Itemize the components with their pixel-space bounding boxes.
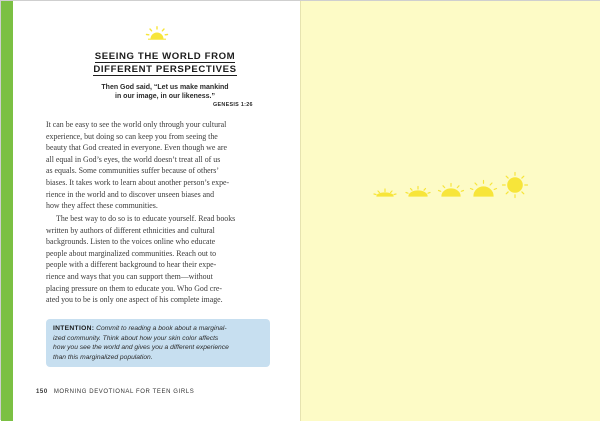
page-footer: [36, 389, 194, 395]
page-title-line-1: SEEING THE WORLD FROM: [21, 50, 309, 64]
body-line: written by authors of different ethnicities and cultural: [46, 225, 300, 237]
body-line: biases. It takes work to learn about another person’s expe-: [46, 177, 300, 189]
sun-icon: [439, 184, 464, 197]
sun-icon: [503, 173, 528, 198]
body-line: ated you to be is only one aspect of his complete image.: [46, 294, 300, 306]
sun-icon: [471, 181, 497, 197]
spine-accent-bar: [1, 1, 13, 421]
body-paragraph-2: [46, 213, 300, 306]
right-page: [301, 1, 600, 421]
scripture-line-2: in our image, in our likeness.”: [21, 92, 309, 102]
body-line: It can be easy to see the world only through your cultural: [46, 119, 300, 131]
body-line: backgrounds. Listen to the voices online who educate: [46, 236, 300, 248]
page-number: 150: [36, 389, 48, 395]
intention-callout: [46, 319, 270, 367]
page-title-line-2: DIFFERENT PERSPECTIVES: [21, 63, 309, 77]
body-line: people with a different background to hear their expe-: [46, 259, 300, 271]
intention-line-1: INTENTION: Commit to reading a book about a marginal-: [53, 324, 263, 334]
body-line: rience and ways that you can support them—without: [46, 271, 300, 283]
intention-label: INTENTION:: [53, 325, 94, 332]
body-line: as equals. Some communities suffer because of others’: [46, 165, 300, 177]
body-line: experience, but doing so can keep you from seeing the: [46, 131, 300, 143]
intention-line-4: than this marginalized population.: [53, 353, 263, 363]
scripture-line-1: Then God said, “Let us make mankind: [21, 83, 309, 93]
running-footer: MORNING DEVOTIONAL FOR TEEN GIRLS: [54, 389, 194, 395]
body-line: beauty that God created in everyone. Even though we are: [46, 142, 300, 154]
body-line: placing pressure on them to educate you. Who God cre-: [46, 283, 300, 295]
sun-icon: [374, 189, 396, 196]
body-line: people about marginalized communities. Reach out to: [46, 248, 300, 260]
body-line: rience in the world and to discover unseen biases and: [46, 189, 300, 201]
intention-line-2: ized community. Think about how your skin color affects: [53, 334, 263, 344]
body-line: how they affect these communities.: [46, 200, 300, 212]
sun-icon: [145, 26, 169, 40]
scripture-reference: GENESIS 1:26: [213, 102, 253, 108]
body-paragraph-1: [46, 119, 300, 212]
sun-icon: [406, 187, 430, 197]
intention-line-3: how you see the world and gives you a different experience: [53, 343, 263, 353]
body-line: all equal in God’s eyes, the world doesn’t treat all of us: [46, 154, 300, 166]
sunrise-sequence-icon: [373, 169, 533, 199]
body-line: The best way to do so is to educate yourself. Read books: [46, 213, 300, 225]
